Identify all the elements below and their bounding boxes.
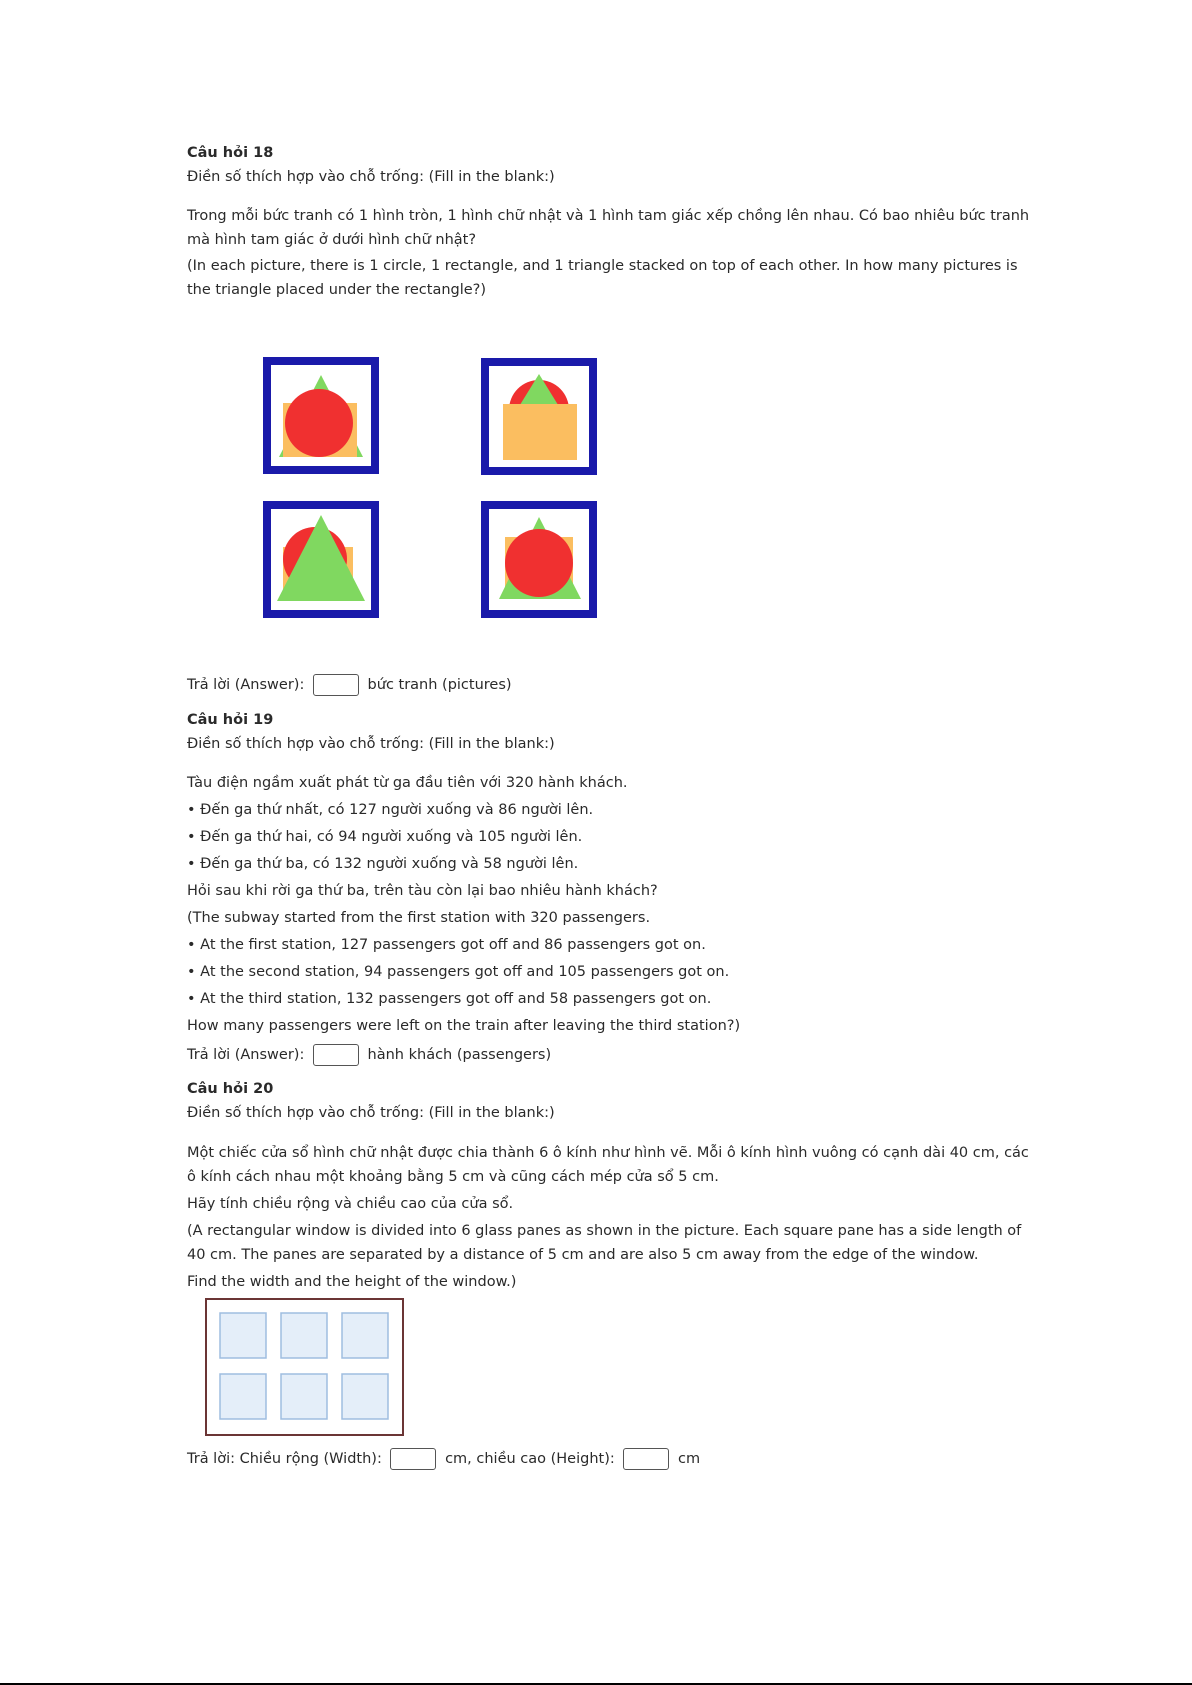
window-diagram [205, 1298, 405, 1437]
q20-en-line2: 40 cm. The panes are separated by a distance of 5 cm and are also 5 cm away from the edge of the window. [187, 1247, 979, 1263]
q19-answer-label: Trả lời (Answer): [187, 1047, 305, 1063]
glass-pane [342, 1374, 388, 1419]
q20-width-unit: cm, chiều cao (Height): [445, 1451, 615, 1467]
picture-2 [481, 358, 597, 475]
glass-pane [220, 1313, 266, 1358]
glass-pane [342, 1313, 388, 1358]
q19-bullet: • At the second station, 94 passengers got off and 105 passengers got on. [187, 964, 729, 980]
picture-3 [263, 501, 379, 618]
q20-vi-line1: Một chiếc cửa sổ hình chữ nhật được chia thành 6 ô kính như hình vẽ. Mỗi ô kính hình vuông có cạnh dài 40 cm, các [187, 1145, 1029, 1161]
q18-answer-unit: bức tranh (pictures) [367, 677, 512, 693]
q19-line: Tàu điện ngầm xuất phát từ ga đầu tiên với 320 hành khách. [187, 775, 628, 791]
q20-width-input[interactable] [390, 1448, 436, 1470]
glass-pane [281, 1374, 327, 1419]
q19-title: Câu hỏi 19 [187, 712, 274, 728]
glass-pane [281, 1313, 327, 1358]
q18-answer-input[interactable] [313, 674, 359, 696]
q18-en-line1: (In each picture, there is 1 circle, 1 rectangle, and 1 triangle stacked on top of each other. In how many pictures is [187, 258, 1018, 274]
q20-en-line3: Find the width and the height of the window.) [187, 1274, 517, 1290]
q18-answer-row [187, 674, 512, 696]
q18-instruction: Điền số thích hợp vào chỗ trống: (Fill in the blank:) [187, 169, 555, 185]
circle-shape [285, 389, 353, 457]
q19-bullet: • Đến ga thứ ba, có 132 người xuống và 58 người lên. [187, 856, 578, 872]
q19-line: Hỏi sau khi rời ga thứ ba, trên tàu còn lại bao nhiêu hành khách? [187, 883, 658, 899]
q19-bullet: • At the third station, 132 passengers got off and 58 passengers got on. [187, 991, 711, 1007]
q18-answer-label: Trả lời (Answer): [187, 677, 305, 693]
q20-height-unit: cm [677, 1451, 701, 1467]
picture-1 [263, 357, 379, 474]
q19-bullet: • At the first station, 127 passengers got off and 86 passengers got on. [187, 937, 706, 953]
q19-bullet: • Đến ga thứ nhất, có 127 người xuống và 86 người lên. [187, 802, 593, 818]
q20-en-line1: (A rectangular window is divided into 6 glass panes as shown in the picture. Each square pane has a side length of [187, 1223, 1022, 1239]
q20-title: Câu hỏi 20 [187, 1081, 274, 1097]
q19-answer-input[interactable] [313, 1044, 359, 1066]
q19-instruction: Điền số thích hợp vào chỗ trống: (Fill in the blank:) [187, 736, 555, 752]
q19-answer-unit: hành khách (passengers) [367, 1047, 552, 1063]
q19-line: How many passengers were left on the train after leaving the third station?) [187, 1018, 741, 1034]
q19-line: (The subway started from the first station with 320 passengers. [187, 910, 651, 926]
circle-shape [505, 529, 573, 597]
q18-vi-line2: mà hình tam giác ở dưới hình chữ nhật? [187, 232, 477, 248]
q18-en-line2: the triangle placed under the rectangle?) [187, 282, 487, 298]
q18-vi-line1: Trong mỗi bức tranh có 1 hình tròn, 1 hình chữ nhật và 1 hình tam giác xếp chồng lên nhau. Có bao nhiêu bức tranh [187, 208, 1030, 224]
q18-title: Câu hỏi 18 [187, 145, 274, 161]
glass-pane [220, 1374, 266, 1419]
q20-answer-row [187, 1448, 700, 1470]
picture-4 [481, 501, 597, 618]
q20-answer-label: Trả lời: Chiều rộng (Width): [187, 1451, 382, 1467]
q20-vi-line2: ô kính cách nhau một khoảng bằng 5 cm và cũng cách mép cửa sổ 5 cm. [187, 1169, 719, 1185]
q19-answer-row [187, 1044, 551, 1066]
q20-vi-line3: Hãy tính chiều rộng và chiều cao của cửa sổ. [187, 1196, 514, 1212]
rectangle-shape [503, 404, 577, 460]
q20-height-input[interactable] [623, 1448, 669, 1470]
q19-bullet: • Đến ga thứ hai, có 94 người xuống và 105 người lên. [187, 829, 582, 845]
q20-instruction: Điền số thích hợp vào chỗ trống: (Fill in the blank:) [187, 1105, 555, 1121]
